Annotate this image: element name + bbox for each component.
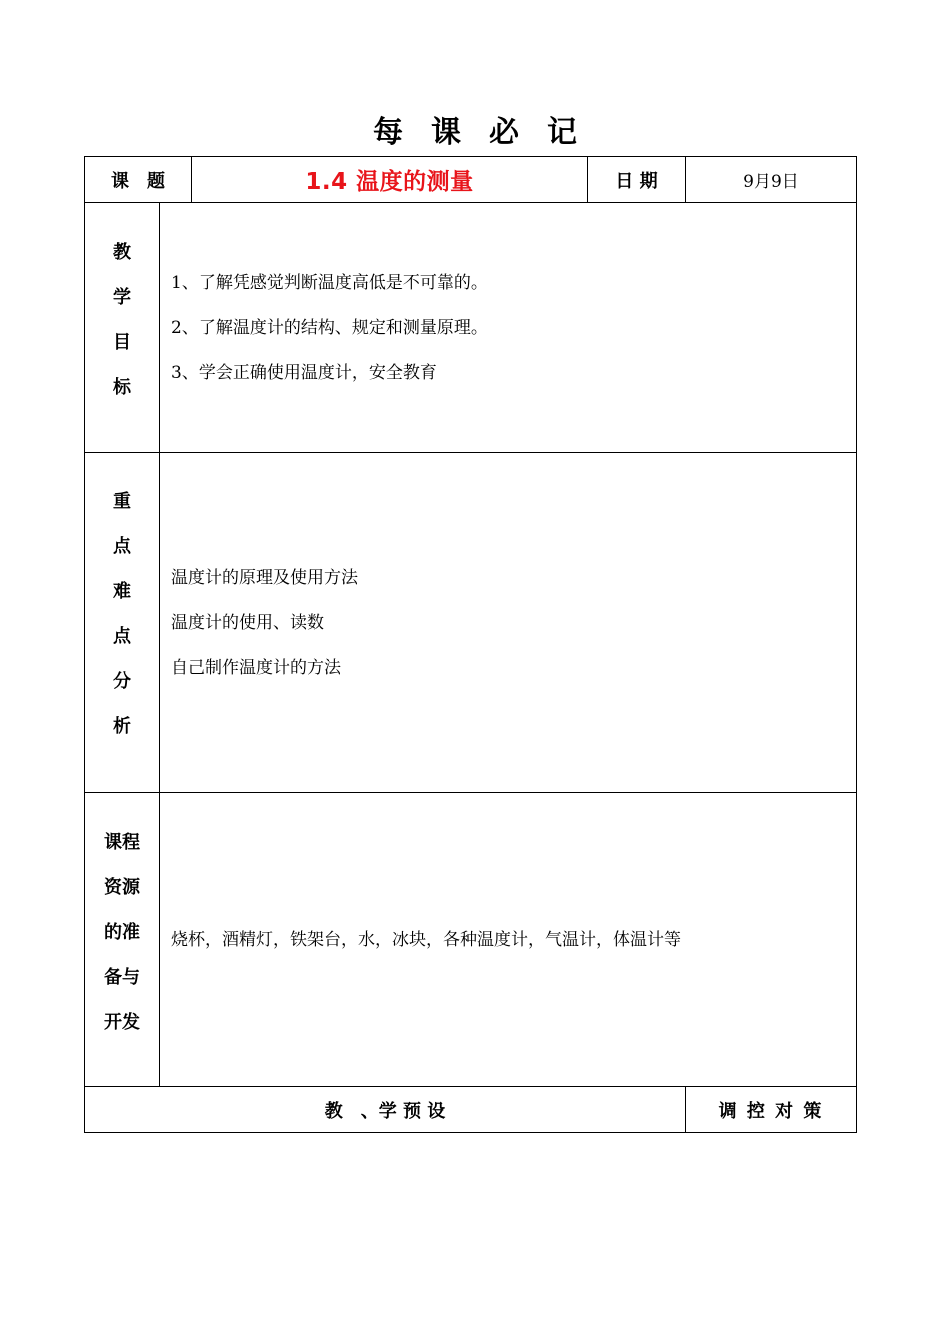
key-point-item: 温度计的原理及使用方法 xyxy=(171,568,358,588)
resources-label-line: 课程 xyxy=(104,831,140,853)
row-divider-keypoints xyxy=(85,792,856,793)
key-points-label-char: 析 xyxy=(113,716,131,737)
topic-value: 1.4 温度的测量 xyxy=(305,169,474,195)
resources-label xyxy=(85,818,159,1046)
date-value: 9月9日 xyxy=(743,172,799,192)
objectives-label-char: 目 xyxy=(113,332,131,353)
control-strategy-label: 调 控 对 策 xyxy=(718,1100,824,1122)
objectives-label-char: 教 xyxy=(113,242,131,263)
resources-label-line: 开发 xyxy=(104,1011,140,1033)
objective-item: 1、了解凭感觉判断温度高低是不可靠的。 xyxy=(171,273,488,293)
objectives-list xyxy=(171,261,488,396)
objective-item: 3、学会正确使用温度计，安全教育 xyxy=(171,363,437,383)
objectives-label xyxy=(85,229,159,411)
objectives-label-char: 学 xyxy=(113,287,131,308)
row-divider-header xyxy=(85,202,856,203)
key-points-label-char: 点 xyxy=(113,626,131,647)
date-label: 日 期 xyxy=(615,170,658,192)
key-points-label-char: 分 xyxy=(113,671,131,692)
resources-label-line: 备与 xyxy=(104,966,140,988)
objectives-label-char: 标 xyxy=(113,377,131,398)
key-points-label-char: 难 xyxy=(113,581,131,602)
key-point-item: 自己制作温度计的方法 xyxy=(171,658,341,678)
key-points-label-char: 重 xyxy=(113,491,131,512)
page-title: 每课必记 xyxy=(373,115,605,150)
col-divider-body-labels xyxy=(159,202,160,1086)
resources-label-line: 资源 xyxy=(104,876,140,898)
topic-label: 课 题 xyxy=(111,170,165,192)
key-points-list xyxy=(171,556,358,691)
row-divider-objectives xyxy=(85,452,856,453)
objective-item: 2、了解温度计的结构、规定和测量原理。 xyxy=(171,318,488,338)
lesson-table xyxy=(84,156,857,1133)
teaching-design-label: 教 、学 预 设 xyxy=(324,1100,446,1122)
key-points-label xyxy=(85,478,159,750)
resource-item: 烧杯，酒精灯，铁架台，水，冰块，各种温度计，气温计，体温计等 xyxy=(171,930,681,950)
key-point-item: 温度计的使用、读数 xyxy=(171,613,324,633)
key-points-label-char: 点 xyxy=(113,536,131,557)
resources-label-line: 的准 xyxy=(104,921,140,943)
resources-list xyxy=(171,918,681,963)
